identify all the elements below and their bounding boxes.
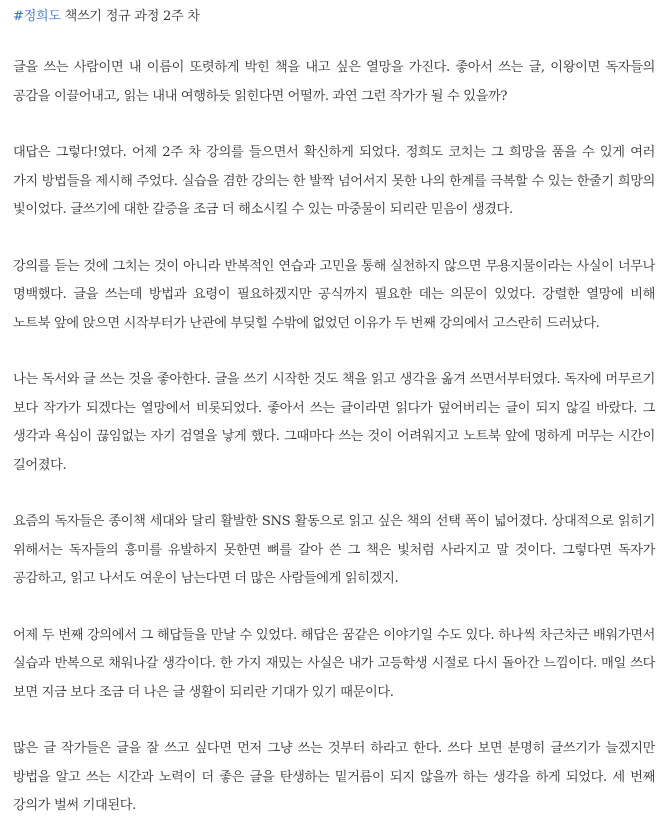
post-title: 책쓰기 정규 과정 2주 차 <box>60 9 200 24</box>
paragraph-4: 나는 독서와 글 쓰는 것을 좋아한다. 글을 쓰기 시작한 것도 책을 읽고 생각을 옮겨 쓰면서부터였다. 독자에 머무르기 보다 작가가 되겠다는 열망에서 비롯되었다. 좋아서 쓰는 글이라면 읽다가 덮어버리는 글이 되지 않길 바랐다. 그 생각과 욕심이 끊임없는 자기 검열을 낳게 했다. 그때마다 쓰는 것이 어려워지고 노트북 앞에 멍하게 머무는 시간이 길어졌다. <box>13 372 655 473</box>
spacer <box>13 707 655 735</box>
spacer <box>13 30 655 54</box>
post-title-line <box>13 4 655 30</box>
blog-post <box>13 4 655 821</box>
paragraph-1: 글을 쓰는 사람이면 내 이름이 또렷하게 박힌 책을 내고 싶은 열망을 가진다. 좋아서 쓰는 글, 이왕이면 독자들의 공감을 이끌어내고, 읽는 내내 여행하듯 읽힌다면 어떨까. 과연 그런 작가가 될 수 있을까? <box>13 60 655 104</box>
paragraph-6: 어제 두 번째 강의에서 그 해답들을 만날 수 있었다. 해답은 꿈같은 이야기일 수도 있다. 하나씩 차근차근 배워가면서 실습과 반복으로 채워나갈 생각이다. 한 가지 재밌는 사실은 내가 고등학생 시절로 다시 돌아간 느낌이다. 매일 쓰다 보면 지금 보다 조금 더 나은 글 생활이 되리란 기대가 있기 때문이다. <box>13 627 655 700</box>
spacer <box>13 225 655 253</box>
paragraph-5: 요즘의 독자들은 종이책 세대와 달리 활발한 SNS 활동으로 읽고 싶은 책의 선택 폭이 넓어졌다. 상대적으로 읽히기 위해서는 독자들의 흥미를 유발하지 못한면 뼈를 갈아 쓴 그 책은 빛처럼 사라지고 말 것이다. 그렇다면 독자가 공감하고, 읽고 나서도 여운이 남는다면 더 많은 사람들에게 읽히겠지. <box>13 514 655 586</box>
spacer <box>13 338 655 366</box>
paragraph-7: 많은 글 작가들은 글을 잘 쓰고 싶다면 먼저 그냥 쓰는 것부터 하라고 한다. 쓰다 보면 분명히 글쓰기가 늘겠지만 방법을 알고 쓰는 시간과 노력이 더 좋은 글을 탄생하는 밑거름이 되지 않을까 하는 생각을 하게 되었다. 세 번째 강의가 벌써 기대된다. <box>13 741 655 813</box>
paragraph-2: 대답은 그렇다!였다. 어제 2주 차 강의를 들으면서 확신하게 되었다. 정희도 코치는 그 희망을 품을 수 있게 여러 가지 방법들을 제시해 주었다. 실습을 겸한 강의는 한 발짝 넘어서지 못한 나의 한계를 극복할 수 있는 한줄기 희망의 빛이었다. 글쓰기에 대한 갈증을 조금 더 해소시킬 수 있는 마중물이 되리란 믿음이 생겼다. <box>13 145 655 217</box>
paragraph-3: 강의를 듣는 것에 그치는 것이 아니라 반복적인 연습과 고민을 통해 실천하지 않으면 무용지물이라는 사실이 너무나 명백했다. 글을 쓰는데 방법과 요령이 필요하겠지만 공식까지 필요한 데는 의문이 있었다. 강렬한 열망에 비해 노트북 앞에 앉으면 시작부터가 난관에 부딪힐 수밖에 없었던 이유가 두 번째 강의에서 고스란히 드러났다. <box>13 258 655 331</box>
spacer <box>13 480 655 508</box>
spacer <box>13 594 655 622</box>
spacer <box>13 111 655 139</box>
hashtag-link[interactable]: #정희도 <box>13 9 61 24</box>
